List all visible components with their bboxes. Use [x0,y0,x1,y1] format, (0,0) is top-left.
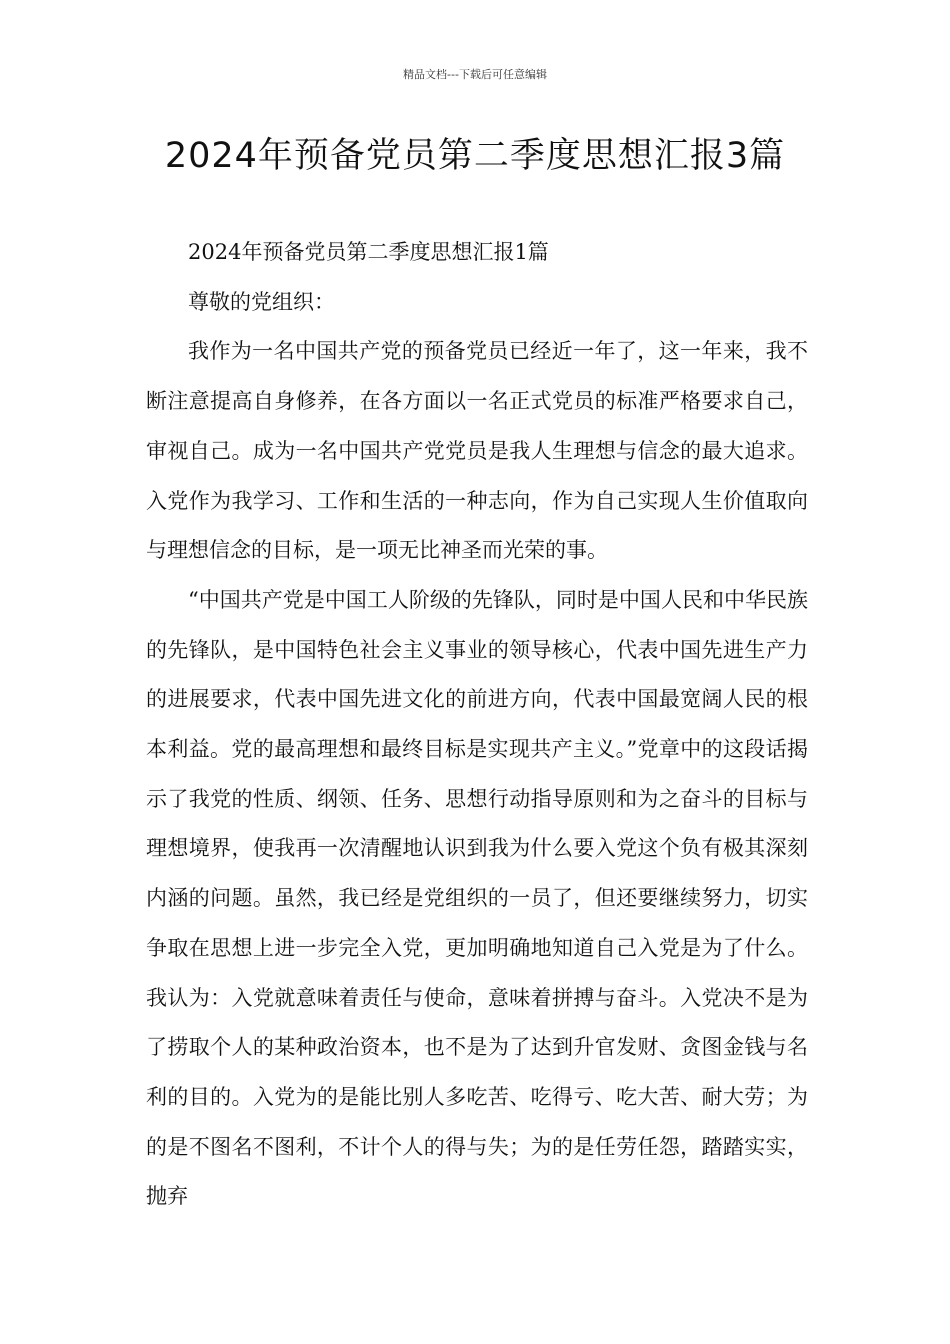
document-subtitle: 2024年预备党员第二季度思想汇报1篇 [188,240,549,264]
document-body [146,228,808,1222]
body-paragraph: “中国共产党是中国工人阶级的先锋队，同时是中国人民和中华民族的先锋队，是中国特色社会主义事业的领导核心，代表中国先进生产力的进展要求，代表中国先进文化的前进方向，代表中国最宽阔人民的根本利益。党的最高理想和最终目标是实现共产主义。”党章中的这段话揭示了我党的性质、纲领、任务、思想行动指导原则和为之奋斗的目标与理想境界，使我再一次清醒地认识到我为什么要入党这个负有极其深刻内涵的问题。虽然，我已经是党组织的一员了，但还要继续努力，切实争取在思想上进一步完全入党，更加明确地知道自己入党是为了什么。我认为：入党就意味着责任与使命，意味着拼搏与奋斗。入党决不是为了捞取个人的某种政治资本，也不是为了达到升官发财、贪图金钱与名利的目的。入党为的是能比别人多吃苦、吃得亏、吃大苦、耐大劳；为的是不图名不图利，不计个人的得与失；为的是任劳任怨，踏踏实实，抛弃 [146,587,808,1209]
page-header-note: 精品文档---下载后可任意编辑 [403,68,547,81]
body-paragraph: 我作为一名中国共产党的预备党员已经近一年了，这一年来，我不断注意提高自身修养，在各方面以一名正式党员的标准严格要求自己，审视自己。成为一名中国共产党党员是我人生理想与信念的最大追求。入党作为我学习、工作和生活的一种志向，作为自己实现人生价值取向与理想信念的目标，是一项无比神圣而光荣的事。 [146,339,808,563]
document-title: 2024年预备党员第二季度思想汇报3篇 [164,136,786,176]
salutation: 尊敬的党组织： [188,289,335,314]
